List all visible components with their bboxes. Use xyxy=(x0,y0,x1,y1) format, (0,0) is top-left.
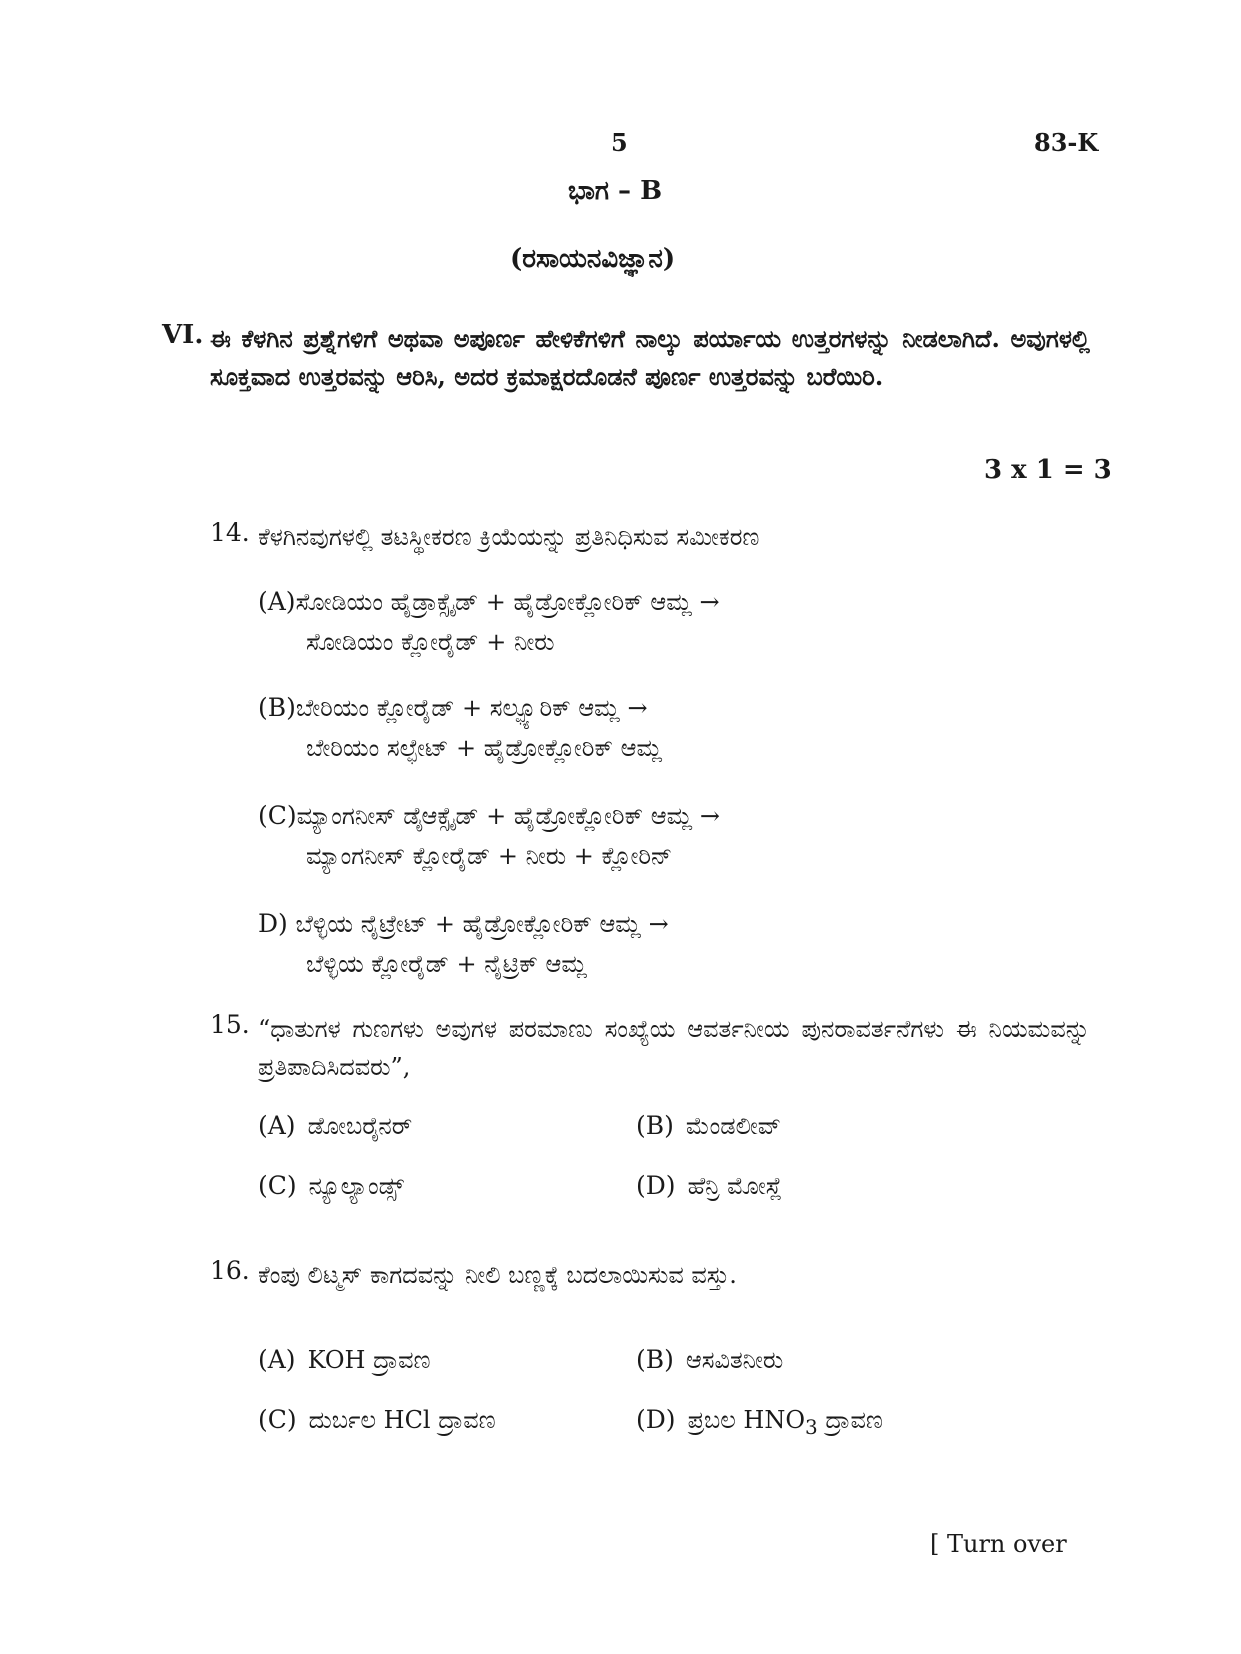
question-text: ಕೆಳಗಿನವುಗಳಲ್ಲಿ ತಟಸ್ಥೀಕರಣ ಕ್ರಿಯೆಯನ್ನು ಪ್ರತಿನಿಧಿಸುವ ಸಮೀಕರಣ xyxy=(258,523,760,551)
option-d xyxy=(636,1166,782,1206)
option-letter: (B) xyxy=(636,1345,674,1374)
option-c xyxy=(258,1400,496,1440)
option-c xyxy=(258,796,720,876)
option-text: ಬೆಳ್ಳಿಯ ನೈಟ್ರೇಟ್ + ಹೈಡ್ರೋಕ್ಲೋರಿಕ್ ಆಮ್ಲ → xyxy=(295,910,669,938)
question-number: 14. xyxy=(210,518,250,547)
option-text: ಡೋಬರೈನರ್ xyxy=(307,1112,413,1140)
option-letter: (C) xyxy=(258,801,297,830)
option-b xyxy=(636,1340,783,1380)
option-letter: (A) xyxy=(258,1345,296,1374)
option-b xyxy=(636,1106,781,1146)
option-letter: (A) xyxy=(258,1111,296,1140)
option-c xyxy=(258,1166,404,1206)
option-letter: D) xyxy=(258,909,288,938)
option-letter: (B) xyxy=(258,693,296,722)
option-text: ಆಸವಿತನೀರು xyxy=(685,1346,784,1374)
option-text: ನ್ಯೂಲ್ಯಾಂಡ್ಸ್ xyxy=(308,1172,404,1200)
option-text: ಹೆನ್ರಿ ಮೋಸ್ಲೆ xyxy=(687,1172,783,1200)
subject-title: (ರಸಾಯನವಿಜ್ಞಾನ) xyxy=(510,244,676,274)
option-text: ಬೇರಿಯಂ ಕ್ಲೋರೈಡ್ + ಸಲ್ಫ್ಯೂರಿಕ್ ಆಮ್ಲ → xyxy=(295,694,648,722)
section-marks: 3 x 1 = 3 xyxy=(984,455,1112,485)
option-letter: (D) xyxy=(636,1405,676,1434)
option-text: ಮ್ಯಾಂಗನೀಸ್ ಡೈಆಕ್ಸೈಡ್ + ಹೈಡ್ರೋಕ್ಲೋರಿಕ್ ಆಮ್ಲ → xyxy=(296,802,721,830)
page-number: 5 xyxy=(611,128,628,157)
option-a xyxy=(258,1340,431,1380)
option-text-suffix: ದ್ರಾವಣ xyxy=(817,1406,883,1434)
question-number: 15. xyxy=(210,1010,250,1039)
option-letter: (C) xyxy=(258,1405,297,1434)
turn-over-note: [ Turn over xyxy=(930,1530,1067,1558)
paper-code: 83-K xyxy=(1034,128,1099,157)
section-instruction: ಈ ಕೆಳಗಿನ ಪ್ರಶ್ನೆಗಳಿಗೆ ಅಥವಾ ಅಪೂರ್ಣ ಹೇಳಿಕೆಗಳಿಗೆ ನಾಲ್ಕು ಪರ್ಯಾಯ ಉತ್ತರಗಳನ್ನು ನೀಡಲಾಗಿದೆ. ಅವುಗಳಲ್ಲಿ ಸೂಕ್ತವಾದ ಉತ್ತರವನ್ನು ಆರಿಸಿ, ಅದರ ಕ್ರಮಾಕ್ಷರದೊಡನೆ ಪೂರ್ಣ ಉತ್ತರವನ್ನು ಬರೆಯಿರಿ. xyxy=(210,324,1090,391)
option-text: KOH ದ್ರಾವಣ xyxy=(307,1346,431,1374)
option-letter: (B) xyxy=(636,1111,674,1140)
option-text-line2: ಮ್ಯಾಂಗನೀಸ್ ಕ್ಲೋರೈಡ್ + ನೀರು + ಕ್ಲೋರಿನ್ xyxy=(306,842,673,870)
option-text-line2: ಬೆಳ್ಳಿಯ ಕ್ಲೋರೈಡ್ + ನೈಟ್ರಿಕ್ ಆಮ್ಲ xyxy=(306,950,588,978)
section-label: VI. xyxy=(162,320,204,350)
option-b xyxy=(258,688,662,768)
option-a xyxy=(258,1106,412,1146)
option-d xyxy=(258,904,669,984)
option-text: ಪ್ರಬಲ HNO xyxy=(687,1406,806,1434)
option-d xyxy=(636,1400,883,1447)
option-a xyxy=(258,582,720,662)
part-title: ಭಾಗ – B xyxy=(568,176,663,206)
option-text: ದುರ್ಬಲ HCl ದ್ರಾವಣ xyxy=(308,1406,496,1434)
option-text-line2: ಬೇರಿಯಂ ಸಲ್ಫೇಟ್ + ಹೈಡ್ರೋಕ್ಲೋರಿಕ್ ಆಮ್ಲ xyxy=(306,734,663,762)
question-number: 16. xyxy=(210,1256,250,1285)
option-letter: (A) xyxy=(258,587,296,616)
option-text-line2: ಸೋಡಿಯಂ ಕ್ಲೋರೈಡ್ + ನೀರು xyxy=(306,628,555,656)
option-letter: (D) xyxy=(636,1171,676,1200)
option-text: ಸೋಡಿಯಂ ಹೈಡ್ರಾಕ್ಸೈಡ್ + ಹೈಡ್ರೋಕ್ಲೋರಿಕ್ ಆಮ್ಲ → xyxy=(295,588,720,616)
question-text: ಕೆಂಪು ಲಿಟ್ಮಸ್ ಕಾಗದವನ್ನು ನೀಲಿ ಬಣ್ಣಕ್ಕೆ ಬದಲಾಯಿಸುವ ವಸ್ತು. xyxy=(258,1261,737,1289)
option-subscript: 3 xyxy=(805,1414,818,1439)
option-text: ಮೆಂಡಲೀವ್ xyxy=(685,1112,781,1140)
option-letter: (C) xyxy=(258,1171,297,1200)
question-text: “ಧಾತುಗಳ ಗುಣಗಳು ಅವುಗಳ ಪರಮಾಣು ಸಂಖ್ಯೆಯ ಆವರ್ತನೀಯ ಪುನರಾವರ್ತನೆಗಳು ಈ ನಿಯಮವನ್ನು ಪ್ರತಿಪಾದಿಸಿದವರು”, xyxy=(258,1015,1090,1081)
